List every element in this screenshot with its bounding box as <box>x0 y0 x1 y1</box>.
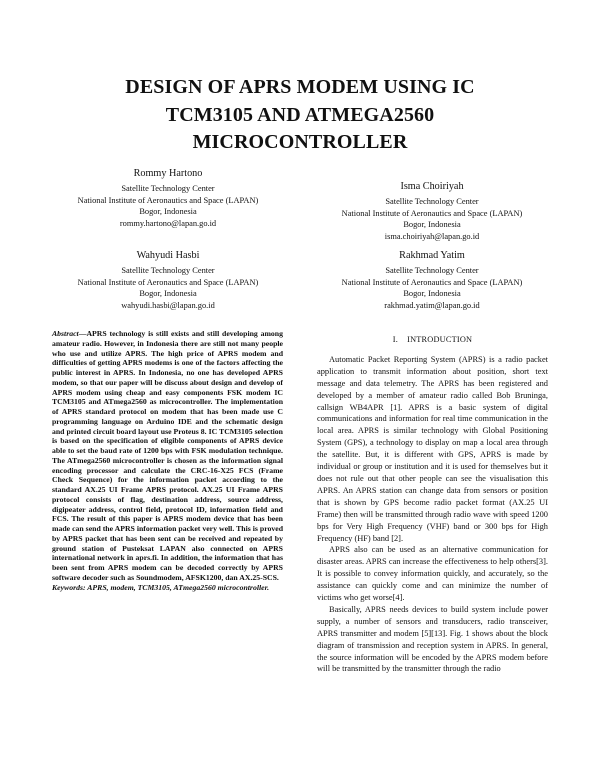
section-number: I. <box>392 335 399 344</box>
author-email: wahyudi.hasbi@lapan.go.id <box>121 300 215 310</box>
author-block <box>43 167 293 229</box>
paper-title <box>40 74 560 157</box>
author-city: Bogor, Indonesia <box>139 289 197 299</box>
keywords <box>52 583 283 593</box>
abstract <box>52 329 283 583</box>
keywords-label: Keywords: <box>52 582 86 592</box>
intro-paragraph: Automatic Packet Reporting System (APRS) is a radio packet application to transmit information about position, short text message and data telemetry. The APRS has been registered and developed by a member of amateur radio called Bob Bruninga, callsign WB4APR [1]. APRS is a basic system of digital communications and information for real time communication in the local area. APRS is similar technology with Global Positioning System (GPS), a technology to display on map a local area through the satellite. But, it is different with GPS, APRS is made by individual or group or institution and it is used for themselves but it does not rule out that other people can see the visualisation this APRS. An APRS station can change data from sensors or position that is shown by GPS become radio packet format (AX.25 UI Frame) then will be transmitted through radio wave with speed 1200 bps for Very High Frequency (VHF) band or 300 bps for High Frequency (HF) band [2]. <box>317 354 548 543</box>
title-line: TCM3105 AND ATMEGA2560 <box>165 103 435 126</box>
author-affiliation: Satellite Technology Center <box>121 184 215 193</box>
author-affiliation: National Institute of Aeronautics and Space (LAPAN) <box>77 195 259 205</box>
author-city: Bogor, Indonesia <box>403 220 461 230</box>
abstract-text: —APRS technology is still exists and still developing among amateur radio. However, in Indonesia there are still not many people who use and utilize APRS. The high price of APRS modem and difficulties of getting APRS modems is one of the factors affecting the public interest in APRS. In Indonesia, no one has developed APRS modem, so that our paper will be discuss about design and develop of APRS modem using cheap and easy components FSK modem IC TCM3105 and ATmega2560 as microcontroller. The implementation of APRS standard protocol on modem that has been made use C programming language on Arduino IDE and the schematic design and printed circuit board layout use Proteus 8. IC TCM3105 selection is based on the specification of eligible components of APRS device able to set the baud rate of 1200 bps with FSK modulation technique. The ATmega2560 microcontroller is chosen as the information signal encoding processor and calculate the CRC-16-X25 FCS (Frame Check Sequence) for the information packet according to the standard AX.25 UI Frame APRS protocol. AX.25 UI Frame APRS protocol consists of flag, destination address, source address, digipeater address, control field, protocol ID, information field and FCS. The result of this paper is APRS modem device that has been made can send the APRS information packet very well. This is proved by APRS packet that has been sent can be received and repeated by ground station of Pusteksat LAPAN also connected on APRS international network in aprs.fi. In addition, the information that has been sent from APRS modem can be decoded correctly by APRS software decoder such as Soundmodem, AFSK1200, dan AX.25-SCS. <box>52 329 283 582</box>
introduction-column <box>317 334 548 675</box>
title-line: MICROCONTROLLER <box>192 131 408 153</box>
author-affiliation: Satellite Technology Center <box>385 197 479 206</box>
intro-paragraph: Basically, APRS needs devices to build system include power supply, a number of sensors and transducers, radio transceiver, APRS transmitter and modem [5][13]. Fig. 1 shows about the block diagram of transmission and reception system in APRS. In general, the source information will be encoded by the APRS modem before will be transmitted by the transmitter through the radio <box>317 604 548 674</box>
author-city: Bogor, Indonesia <box>403 289 461 299</box>
author-name: Wahyudi Hasbi <box>136 250 200 261</box>
author-affiliation: National Institute of Aeronautics and Space (LAPAN) <box>77 277 259 287</box>
author-affiliation: National Institute of Aeronautics and Space (LAPAN) <box>341 208 523 218</box>
author-name: Rakhmad Yatim <box>399 250 465 261</box>
author-affiliation: Satellite Technology Center <box>121 266 215 275</box>
author-city: Bogor, Indonesia <box>139 207 197 217</box>
author-name: Isma Choiriyah <box>400 181 464 192</box>
author-block <box>43 249 293 311</box>
keywords-text: APRS, modem, TCM3105, ATmega2560 microcontroller. <box>87 582 270 592</box>
abstract-label: Abstract <box>52 329 79 338</box>
author-email: isma.choiriyah@lapan.go.id <box>384 231 480 241</box>
section-heading <box>317 334 548 346</box>
author-email: rommy.hartono@lapan.go.id <box>119 218 217 228</box>
section-title-rest: NTRODUCTION <box>410 335 473 344</box>
section-title-initial: I <box>407 335 411 344</box>
author-affiliation: National Institute of Aeronautics and Space (LAPAN) <box>341 277 523 287</box>
author-affiliation: Satellite Technology Center <box>385 266 479 275</box>
abstract-column <box>52 329 283 592</box>
intro-paragraph: APRS also can be used as an alternative communication for disaster areas. APRS can increase the effectiveness to help others[3]. It is possible to convey information quickly, and accurately, so the assistance can quickly come and can minimize the number of victims who get worse[4]. <box>317 545 548 603</box>
author-email: rakhmad.yatim@lapan.go.id <box>384 300 480 310</box>
author-block <box>307 180 557 242</box>
title-line: DESIGN OF APRS MODEM USING IC <box>125 76 475 98</box>
author-block <box>307 249 557 311</box>
author-name: Rommy Hartono <box>133 168 203 179</box>
